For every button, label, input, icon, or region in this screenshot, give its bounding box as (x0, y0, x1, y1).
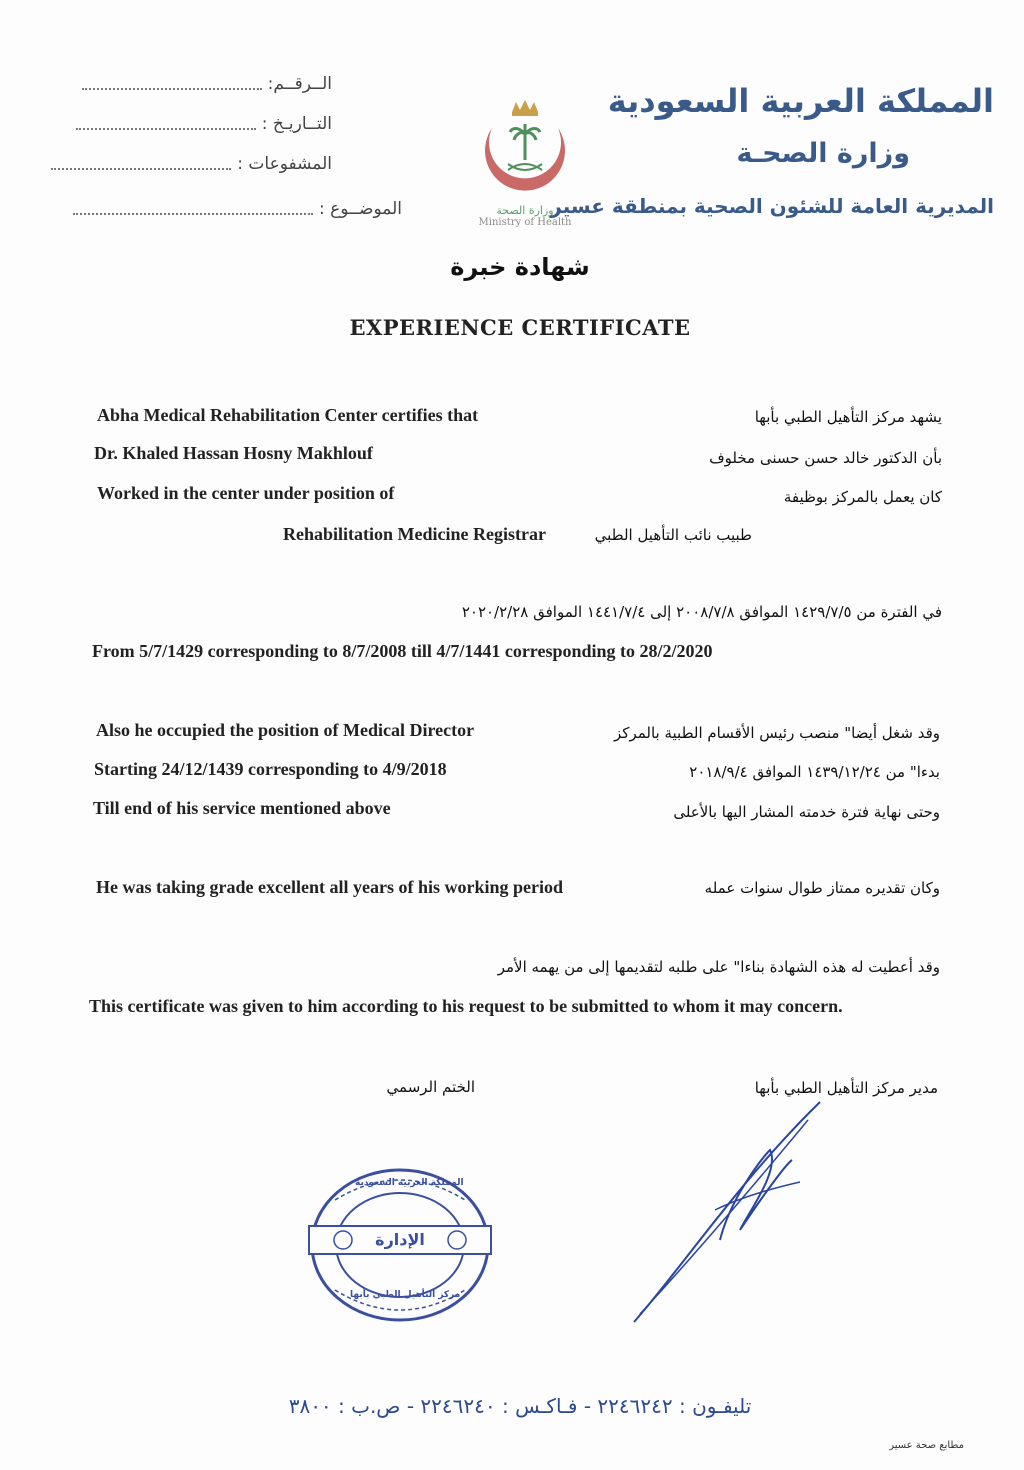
also-ar: وقد شغل أيضا" منصب رئيس الأقسام الطبية بالمركز (614, 724, 940, 742)
kingdom-name: المملكة العربية السعودية (607, 82, 994, 120)
field-number-dots (82, 78, 262, 90)
starting-ar: بدءا" من ١٤٣٩/١٢/٢٤ الموافق ٢٠١٨/٩/٤ (689, 763, 940, 781)
ministry-name: وزارة الصحـة (736, 138, 910, 169)
body-ar-line1: يشهد مركز التأهيل الطبي بأبها (754, 408, 942, 426)
stamp-ring-top: المملكة العربية السعودية (355, 1178, 464, 1188)
field-date-label: التــاريـخ : (261, 114, 332, 134)
body-en-line3: Worked in the center under position of (97, 483, 395, 503)
footer-contact: تليفـون : ٢٢٤٦٢٤٢ - فـاكـس : ٢٢٤٦٢٤٠ - ص.ب : ٣٨٠٠ (288, 1394, 752, 1418)
stamp-ring-bottom: مركز التأهيل الطبي بأبها (350, 1290, 461, 1300)
printer-mark: مطابع صحة عسير (889, 1440, 964, 1451)
grade-ar: وكان تقديره ممتاز طوال سنوات عمله (704, 879, 940, 897)
title-english: EXPERIENCE CERTIFICATE (349, 315, 691, 340)
field-subject-dots (73, 203, 313, 215)
field-subject-label: الموضــوع : (319, 199, 402, 219)
till-en: Till end of his service mentioned above (93, 798, 391, 818)
director-label: مدير مركز التأهيل الطبي بأبها (754, 1079, 938, 1097)
field-attachments (52, 154, 332, 174)
field-attachments-label: المشفوعات : (237, 154, 332, 174)
official-stamp (305, 1160, 495, 1330)
field-number-label: الــرقــم: (267, 74, 332, 94)
body-ar-line3: كان يعمل بالمركز بوظيفة (783, 488, 942, 506)
given-en: This certificate was given to him according to his request to be submitted to whom it may concern. (89, 996, 843, 1016)
field-date-dots (76, 118, 256, 130)
given-ar: وقد أعطيت له هذه الشهادة بناءا" على طلبه لتقديمها إلى من يهمه الأمر (497, 958, 940, 976)
till-ar: وحتى نهاية فترة خدمته المشار اليها بالأعلى (673, 803, 940, 821)
field-attachments-dots (51, 158, 231, 170)
field-date (52, 114, 332, 134)
field-number (52, 74, 332, 94)
also-en: Also he occupied the position of Medical Director (96, 720, 475, 740)
field-subject (52, 199, 402, 219)
body-ar-line2: بأن الدكتور خالد حسن حسنى مخلوف (709, 449, 942, 467)
position-en: Rehabilitation Medicine Registrar (283, 524, 546, 544)
stamp-center-text: الإدارة (375, 1230, 425, 1249)
body-en-line1: Abha Medical Rehabilitation Center certifies that (97, 405, 479, 425)
logo-caption-en: Ministry of Health (478, 217, 572, 228)
starting-en: Starting 24/12/1439 corresponding to 4/9/2018 (94, 759, 447, 779)
period-en: From 5/7/1429 corresponding to 8/7/2008 till 4/7/1441 corresponding to 28/2/2020 (92, 641, 713, 661)
position-ar: طبيب نائب التأهيل الطبي (594, 526, 752, 544)
logo-caption-ar: وزارة الصحة (496, 204, 554, 217)
director-signature-icon (620, 1090, 840, 1330)
directorate-name: المديرية العامة للشئون الصحية بمنطقة عسير (550, 194, 994, 218)
body-en-line2: Dr. Khaled Hassan Hosny Makhlouf (94, 443, 373, 463)
official-stamp-label: الختم الرسمي (386, 1078, 475, 1096)
period-ar: في الفترة من ١٤٢٩/٧/٥ الموافق ٢٠٠٨/٧/٨ إلى ١٤٤١/٧/٤ الموافق ٢٠٢٠/٢/٢٨ (461, 603, 942, 621)
ministry-logo-icon (470, 96, 580, 206)
title-arabic: شهادة خبرة (450, 253, 590, 281)
grade-en: He was taking grade excellent all years of his working period (96, 877, 563, 897)
